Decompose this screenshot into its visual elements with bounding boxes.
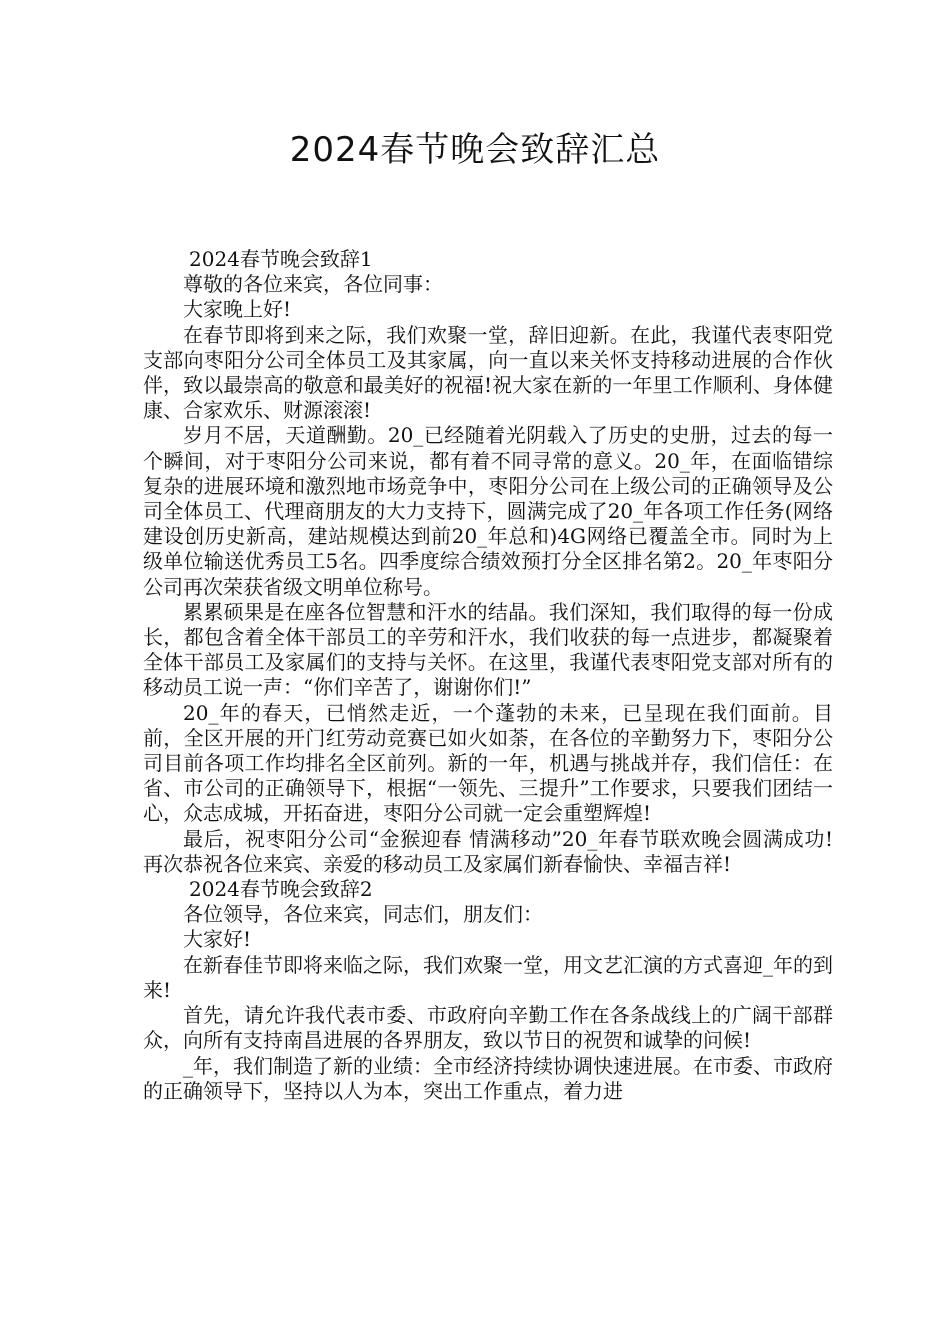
- body-paragraph: 各位领导，各位来宾，同志们，朋友们：: [183, 902, 543, 927]
- body-paragraph: 在新春佳节即将来临之际，我们欢聚一堂，用文艺汇演的方式喜迎_年的到来!: [143, 952, 833, 1002]
- body-paragraph: 在春节即将到来之际，我们欢聚一堂，辞旧迎新。在此，我谨代表枣阳党支部向枣阳分公司全体员工及其家属，向一直以来关怀支持移动进展的合作伙伴，致以最崇高的敬意和最美好的祝福!祝大家在新的一年里工作顺利、身体健康、合家欢乐、财源滚滚!: [143, 322, 833, 423]
- body-paragraph: _年，我们制造了新的业绩：全市经济持续协调快速进展。在市委、市政府的正确领导下，坚持以人为本，突出工作重点，着力进: [143, 1053, 833, 1103]
- body-paragraph: 累累硕果是在座各位智慧和汗水的结晶。我们深知，我们取得的每一份成长，都包含着全体干部员工的辛劳和汗水，我们收获的每一点进步，都凝聚着全体干部员工及家属们的支持与关怀。在这里，我谨代表枣阳党支部对所有的移动员工说一声：“你们辛苦了，谢谢你们!”: [143, 599, 833, 700]
- body-paragraph: 尊敬的各位来宾，各位同事：: [183, 272, 443, 297]
- section-heading: 2024春节晚会致辞1: [189, 247, 373, 271]
- document-title: 2024春节晚会致辞汇总: [289, 130, 661, 170]
- document-body: [143, 247, 833, 1104]
- body-paragraph: 20_年的春天，已悄然走近，一个蓬勃的未来，已呈现在我们面前。目前，全区开展的开门红劳动竞赛已如火如荼，在各位的辛勤努力下，枣阳分公司目前各项工作均排名全区前列。新的一年，机遇与挑战并存，我们信任：在省、市公司的正确领导下，根据“一领先、三提升”工作要求，只要我们团结一心，众志成城，开拓奋进，枣阳分公司就一定会重塑辉煌!: [143, 700, 833, 826]
- body-paragraph: 最后，祝枣阳分公司“金猴迎春 情满移动”20_年春节联欢晚会圆满成功!再次恭祝各位来宾、亲爱的移动员工及家属们新春愉快、幸福吉祥!: [143, 826, 833, 876]
- body-paragraph: 大家好!: [183, 927, 252, 952]
- body-paragraph: 大家晚上好!: [183, 297, 292, 322]
- body-paragraph: 岁月不居，天道酬勤。20_已经随着光阴载入了历史的史册，过去的每一个瞬间，对于枣阳分公司来说，都有着不同寻常的意义。20_年，在面临错综复杂的进展环境和激烈地市场竞争中，枣阳分公司在上级公司的正确领导及公司全体员工、代理商朋友的大力支持下，圆满完成了20_年各项工作任务(网络建设创历史新高，建站规模达到前20_年总和)4G网络已覆盖全市。同时为上级单位输送优秀员工5名。四季度综合绩效预打分全区排名第2。20_年枣阳分公司再次荣获省级文明单位称号。: [143, 423, 833, 599]
- section-heading: 2024春节晚会致辞2: [189, 877, 373, 902]
- body-paragraph: 首先，请允许我代表市委、市政府向辛勤工作在各条战线上的广阔干部群众，向所有支持南昌进展的各界朋友，致以节日的祝贺和诚挚的问候!: [143, 1003, 833, 1053]
